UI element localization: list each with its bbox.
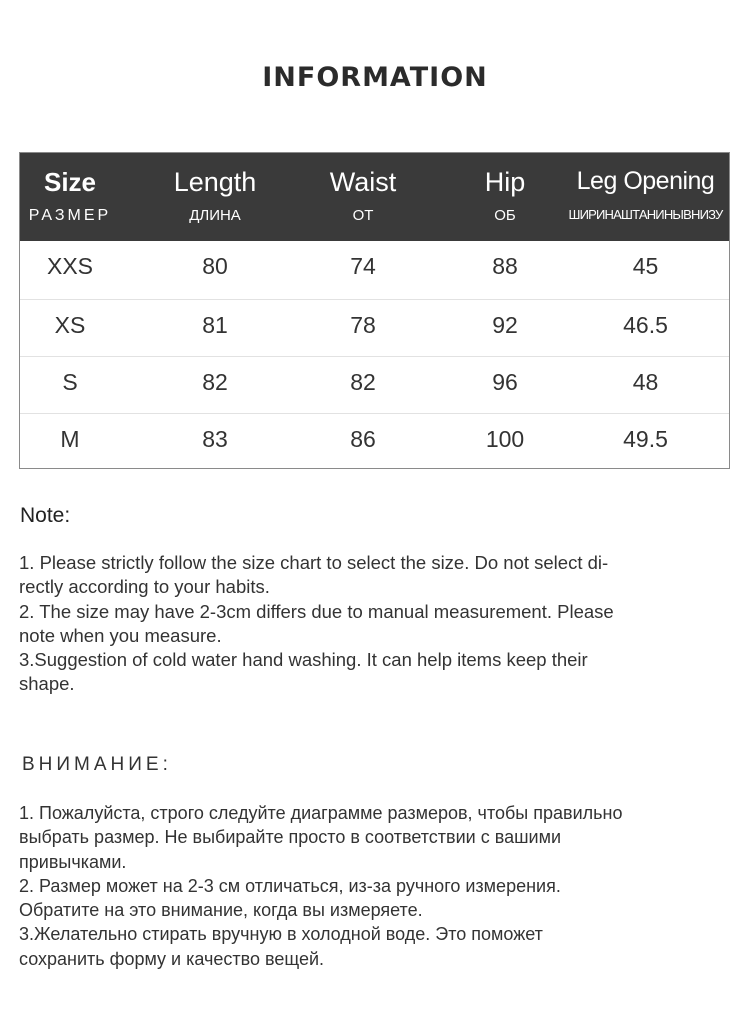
cell-leg-opening: 45: [632, 253, 659, 279]
cell-hip: 96: [492, 369, 518, 395]
cell-leg-opening: 46.5: [623, 312, 668, 338]
note-line: note when you measure.: [19, 624, 222, 646]
page-title: INFORMATION: [262, 62, 488, 93]
header-size-en: Size: [43, 167, 97, 197]
cell-waist: 78: [350, 312, 376, 338]
cell-hip: 88: [492, 253, 518, 279]
cell-leg-opening: 49.5: [623, 426, 668, 452]
header-leg-opening-en: Leg Opening: [576, 167, 715, 195]
header-leg-opening-ru: ШИРИНАШТАНИНЫВНИЗУ: [568, 207, 723, 222]
header-size-ru: РАЗМЕР: [28, 207, 112, 224]
ru-note-text: [19, 801, 731, 971]
ru-note-line: привычками.: [19, 851, 127, 872]
ru-note-line: Обратите на это внимание, когда вы измеряете.: [19, 900, 423, 921]
ru-note-line: 1. Пожалуйста, строго следуйте диаграмме размеров, чтобы правильно: [19, 803, 623, 823]
cell-size: M: [60, 426, 80, 452]
cell-hip: 92: [492, 312, 518, 338]
cell-waist: 82: [350, 369, 376, 395]
header-waist-en: Waist: [329, 167, 397, 197]
ru-note-line: 3.Желательно стирать вручную в холодной воде. Это поможет: [19, 924, 543, 945]
ru-note-line: сохранить форму и качество вещей.: [19, 948, 325, 969]
cell-size: XS: [54, 312, 86, 338]
header-length-en: Length: [173, 167, 257, 197]
note-line: rectly according to your habits.: [19, 576, 270, 598]
note-line: 2. The size may have 2-3cm differs due to manual measurement. Please: [19, 600, 614, 622]
table-header: [20, 153, 729, 241]
cell-length: 83: [202, 426, 228, 452]
cell-length: 80: [202, 253, 228, 279]
table-row: [20, 413, 729, 470]
cell-size: XXS: [46, 253, 94, 279]
note-line: 1. Please strictly follow the size chart to select the size. Do not select di-: [19, 552, 609, 573]
header-waist-ru: ОТ: [352, 207, 374, 224]
note-heading: Note:: [20, 504, 71, 527]
cell-leg-opening: 48: [632, 369, 659, 395]
header-length-ru: ДЛИНА: [189, 207, 241, 224]
cell-length: 82: [202, 369, 228, 395]
ru-note-line: выбрать размер. Не выбирайте просто в соответствии с вашими: [19, 827, 562, 848]
table-row: [20, 299, 729, 356]
cell-waist: 86: [350, 426, 376, 452]
header-hip-en: Hip: [484, 167, 526, 197]
note-line: 3.Suggestion of cold water hand washing. It can help items keep their: [19, 649, 588, 671]
ru-note-heading: ВНИМАНИЕ:: [22, 754, 172, 775]
note-line: shape.: [19, 673, 75, 695]
table-row: [20, 356, 729, 413]
ru-note-line: 2. Размер может на 2-3 см отличаться, из-за ручного измерения.: [19, 875, 561, 896]
cell-waist: 74: [350, 253, 376, 279]
cell-size: S: [62, 369, 78, 395]
cell-hip: 100: [485, 426, 525, 452]
size-chart-table: [19, 152, 730, 469]
note-text: [19, 551, 731, 697]
cell-length: 81: [202, 312, 228, 338]
header-hip-ru: ОБ: [494, 207, 516, 224]
table-row: [20, 241, 729, 297]
